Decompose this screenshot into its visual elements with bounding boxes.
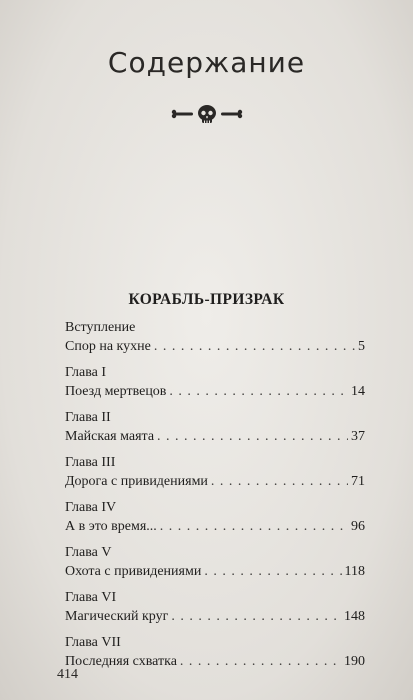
toc-section-label: Глава VI bbox=[65, 590, 117, 605]
toc-entry-page: 71 bbox=[351, 474, 365, 489]
toc-section-label: Вступление bbox=[65, 320, 136, 335]
toc-entry[interactable] bbox=[65, 652, 365, 672]
toc-entry-title: А в это время... bbox=[65, 519, 157, 534]
toc-entry[interactable] bbox=[65, 472, 365, 492]
toc-leader-dots bbox=[204, 562, 341, 582]
toc-leader-dots bbox=[211, 472, 348, 492]
toc-leader-dots bbox=[160, 517, 348, 537]
toc-group-chapter-4 bbox=[65, 498, 365, 537]
toc-entry[interactable] bbox=[65, 607, 365, 627]
toc-group-chapter-7 bbox=[65, 633, 365, 672]
toc-leader-dots bbox=[157, 427, 348, 447]
toc-entry-title: Последняя схватка bbox=[65, 654, 177, 669]
toc-entry[interactable] bbox=[65, 337, 365, 357]
toc-group-chapter-3 bbox=[65, 453, 365, 492]
toc-entry-title: Магический круг bbox=[65, 609, 169, 624]
toc-entry-page: 37 bbox=[351, 429, 365, 444]
toc-entry-title: Охота с привидениями bbox=[65, 564, 202, 579]
toc-group-chapter-1 bbox=[65, 363, 365, 402]
table-of-contents bbox=[65, 318, 365, 678]
toc-group-chapter-6 bbox=[65, 588, 365, 627]
toc-entry-title: Поезд мертвецов bbox=[65, 384, 167, 399]
toc-entry-title: Спор на кухне bbox=[65, 339, 151, 354]
toc-section-label: Глава VII bbox=[65, 635, 121, 650]
part-title: КОРАБЛЬ-ПРИЗРАК bbox=[128, 291, 285, 308]
toc-leader-dots bbox=[154, 337, 355, 357]
toc-group-chapter-2 bbox=[65, 408, 365, 447]
skull-and-bones-icon bbox=[171, 104, 243, 124]
toc-entry[interactable] bbox=[65, 562, 365, 582]
toc-entry-page: 14 bbox=[351, 384, 365, 399]
toc-entry[interactable] bbox=[65, 382, 365, 402]
page-number: 414 bbox=[57, 667, 78, 682]
toc-section-label: Глава I bbox=[65, 365, 107, 380]
toc-entry[interactable] bbox=[65, 517, 365, 537]
toc-section-label: Глава II bbox=[65, 410, 111, 425]
toc-entry-title: Дорога с привидениями bbox=[65, 474, 208, 489]
toc-entry-page: 5 bbox=[358, 339, 365, 354]
toc-section-label: Глава IV bbox=[65, 500, 117, 515]
toc-section-label: Глава III bbox=[65, 455, 116, 470]
toc-section-label: Глава V bbox=[65, 545, 112, 560]
toc-entry-page: 190 bbox=[344, 654, 365, 669]
toc-entry-page: 118 bbox=[344, 564, 365, 579]
toc-entry[interactable] bbox=[65, 427, 365, 447]
toc-leader-dots bbox=[171, 607, 341, 627]
page-title: Содержание bbox=[107, 46, 306, 79]
toc-entry-page: 148 bbox=[344, 609, 365, 624]
toc-entry-title: Майская маята bbox=[65, 429, 155, 444]
toc-group-intro bbox=[65, 318, 365, 357]
toc-entry-page: 96 bbox=[351, 519, 365, 534]
toc-group-chapter-5 bbox=[65, 543, 365, 582]
toc-leader-dots bbox=[169, 382, 348, 402]
toc-leader-dots bbox=[180, 652, 341, 672]
